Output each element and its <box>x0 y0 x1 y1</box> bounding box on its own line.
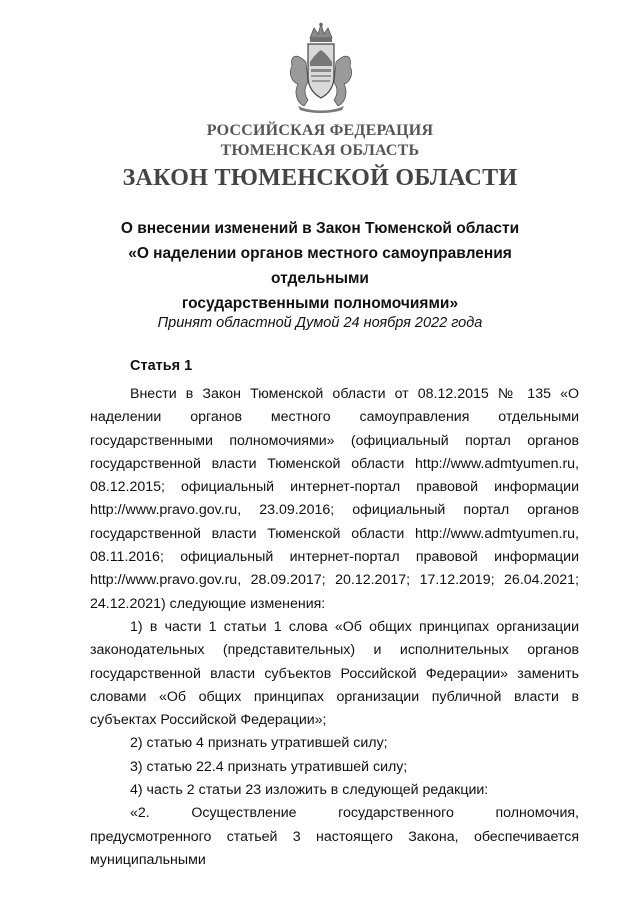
law-subject-title <box>88 216 552 316</box>
adoption-note: Принят областной Думой 24 ноября 2022 года <box>157 315 483 331</box>
title-line: О внесении изменений в Закон Тюменской области <box>120 220 520 237</box>
paragraph: «2. Осуществление государственного полномочия, предусмотренного статьей 3 настоящего Закона, обеспечивается муниципальными <box>90 805 579 868</box>
paragraph: 4) часть 2 статьи 23 изложить в следующей редакции: <box>130 782 489 799</box>
paragraph: Внести в Закон Тюменской области от 08.12.2015 № 135 «О наделении органов местного самоуправления отдельными государственными полномочиями» (официальный портал органов государственной власти Тюменской области http://www.admtyumen.ru, 08.12.2015; официальный интернет-портал правовой информации http://www.pravo.gov.ru, 23.09.2016; официальный портал органов государственной власти Тюменской области http://www.admtyumen.ru, 08.11.2016; официальный интернет-портал правовой информации http://www.pravo.gov.ru, 28.09.2017; 20.12.2017; 17.12.2019; 26.04.2021; 24.12.2021) следующие изменения: <box>90 386 579 612</box>
article-body <box>90 383 579 872</box>
coat-of-arms-icon <box>284 22 358 114</box>
paragraph: 1) в части 1 статьи 1 слова «Об общих принципах организации законодательных (представительных) и исполнительных органов государственной власти субъектов Российской Федерации» заменить словами «Об общих принципах организации публичной власти в субъектах Российской Федерации»; <box>90 618 579 729</box>
region-heading: ТЮМЕНСКАЯ ОБЛАСТЬ <box>220 142 420 159</box>
law-title: ЗАКОН ТЮМЕНСКОЙ ОБЛАСТИ <box>122 165 518 191</box>
article-heading: Статья 1 <box>130 358 193 374</box>
paragraph: 3) статью 22.4 признать утратившей силу; <box>130 758 408 775</box>
title-line: «О наделении органов местного самоуправления отдельными <box>128 245 512 287</box>
title-line: государственными полномочиями» <box>181 295 459 312</box>
paragraph: 2) статью 4 признать утратившей силу; <box>130 735 388 752</box>
country-heading: РОССИЙСКАЯ ФЕДЕРАЦИЯ <box>206 122 434 139</box>
